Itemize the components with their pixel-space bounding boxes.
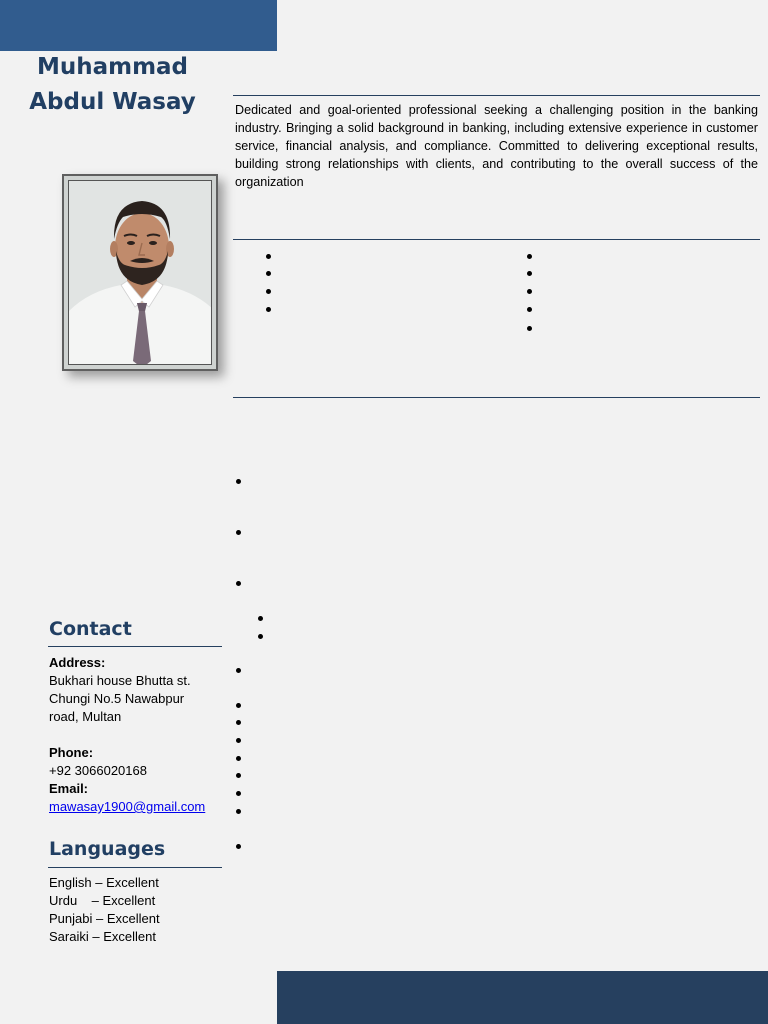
list-bullet <box>236 844 241 849</box>
footer-accent-bar <box>277 971 768 1024</box>
name-line-2: Abdul Wasay <box>29 89 196 115</box>
skills-top-divider <box>233 239 760 240</box>
list-bullet <box>236 479 241 484</box>
list-bullet <box>236 756 241 761</box>
header-accent-bar <box>0 0 277 51</box>
language-item: Urdu – Excellent <box>49 893 156 908</box>
list-bullet <box>266 254 271 259</box>
list-bullet <box>236 668 241 673</box>
list-bullet <box>236 791 241 796</box>
email-label: Email: <box>49 781 89 796</box>
list-bullet <box>266 307 271 312</box>
list-bullet <box>258 634 263 639</box>
spacer <box>49 726 229 744</box>
address-label: Address: <box>49 655 106 670</box>
list-bullet <box>258 616 263 621</box>
language-item: Saraiki – Excellent <box>49 929 156 944</box>
address-line-2: Chungi No.5 Nawabpur <box>49 691 185 706</box>
list-bullet <box>236 738 241 743</box>
list-bullet <box>266 271 271 276</box>
contact-heading: Contact <box>49 618 132 640</box>
candidate-name <box>10 50 215 120</box>
portrait-illustration <box>69 181 212 365</box>
phone-number: +92 3066020168 <box>49 763 147 778</box>
address-line-3: road, Multan <box>49 709 122 724</box>
list-bullet <box>527 271 532 276</box>
profile-photo <box>62 174 218 371</box>
list-bullet <box>266 289 271 294</box>
contact-divider <box>48 646 222 647</box>
list-bullet <box>527 307 532 312</box>
list-bullet <box>527 326 532 331</box>
summary-top-divider <box>233 95 760 96</box>
list-bullet <box>236 581 241 586</box>
languages-list <box>49 874 229 946</box>
address-line-1: Bukhari house Bhutta st. <box>49 673 191 688</box>
language-item: Punjabi – Excellent <box>49 911 160 926</box>
list-bullet <box>527 254 532 259</box>
languages-heading: Languages <box>49 838 166 860</box>
list-bullet <box>236 773 241 778</box>
name-line-1: Muhammad <box>36 54 189 80</box>
list-bullet <box>236 720 241 725</box>
language-item: English – Excellent <box>49 875 159 890</box>
languages-divider <box>48 867 222 868</box>
list-bullet <box>527 289 532 294</box>
experience-top-divider <box>233 397 760 398</box>
phone-label: Phone: <box>49 745 94 760</box>
profile-photo-frame <box>68 180 212 365</box>
list-bullet <box>236 703 241 708</box>
contact-details <box>49 654 229 816</box>
email-link[interactable]: mawasay1900@gmail.com <box>49 799 206 814</box>
profile-summary: Dedicated and goal-oriented professional seeking a challenging position in the banking industry. Bringing a solid background in banking, including extensive experience in customer service, financial analysis, and compliance. Committed to delivering exceptional results, building strong relationships with clients, and contributing to the overall success of the organization <box>235 103 758 189</box>
list-bullet <box>236 809 241 814</box>
list-bullet <box>236 530 241 535</box>
